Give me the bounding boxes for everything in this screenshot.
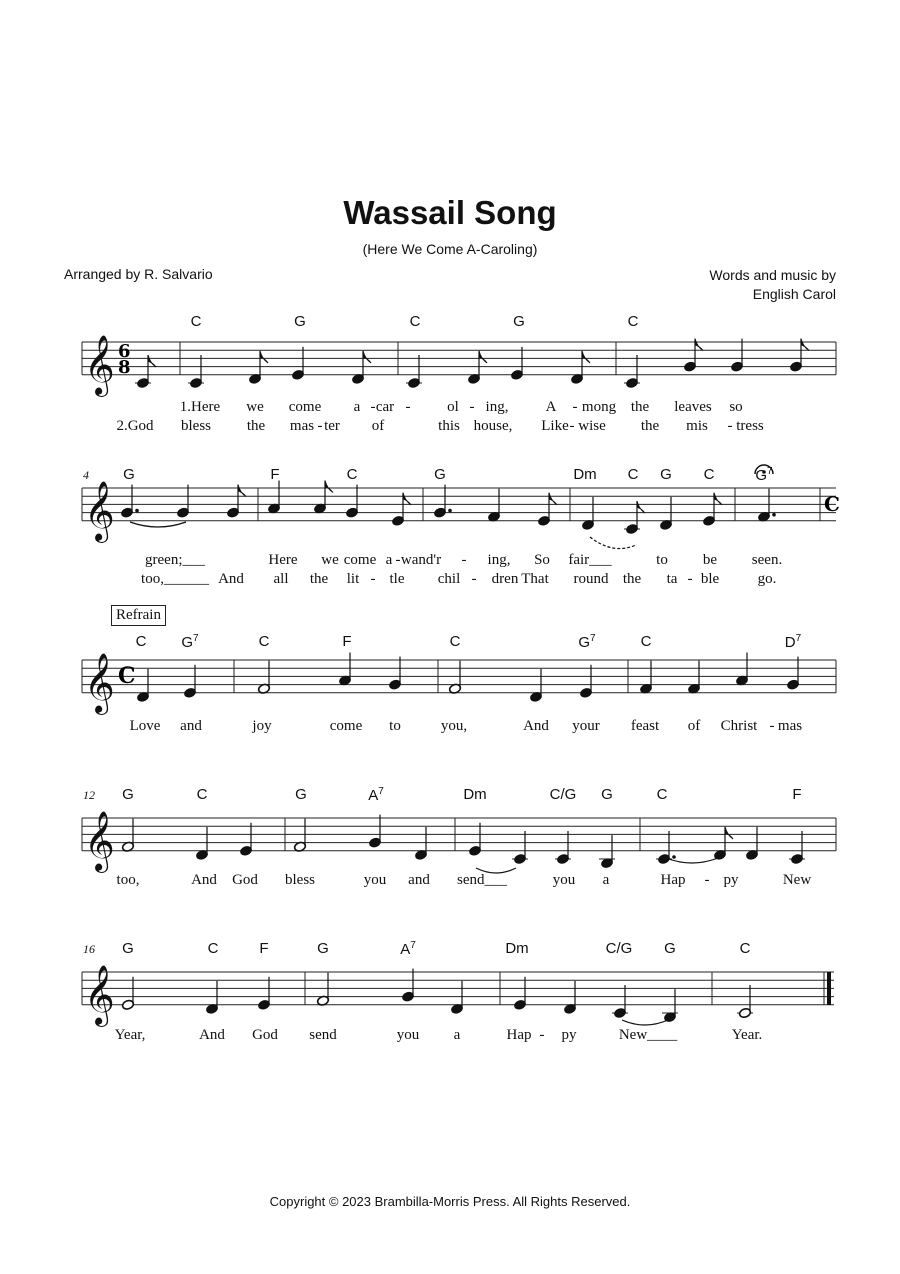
chord-symbol: F [792,786,802,803]
lyric-syllable-verse1: so [729,399,743,415]
note-flag [238,485,246,497]
note-flag [479,351,487,363]
lyric-syllable-verse1: Hap [506,1027,532,1043]
chord-symbol: F [259,940,269,957]
chord-symbol: G [664,940,676,957]
lyric-syllable-verse1: we [246,399,264,415]
chord-symbol: C/G [605,940,633,957]
song-title: Wassail Song [343,194,557,231]
dashed-slur [590,537,636,549]
chord-symbol: G [601,786,613,803]
lyric-syllable-verse2: chil [437,571,461,587]
lyric-syllable-verse2: tle [389,571,405,587]
lyric-syllable-verse1: God [232,872,258,888]
chord-symbol: $G^7$ [578,633,596,651]
chord-symbol: C [196,786,208,803]
lyric-syllable-verse1: your [572,718,600,734]
lyric-syllable-verse2: wise [578,418,606,434]
lyric-syllable-verse2: mis [686,418,708,434]
lyric-syllable-verse2: bless [181,418,211,434]
lyric-syllable-verse1: car [375,399,395,415]
note-flag [582,351,590,363]
lyric-syllable-verse1: the [630,399,650,415]
chord-symbol: $A^7$ [400,940,416,958]
lyric-syllable-verse1: to [389,718,401,734]
lyric-syllable-verse1: too, [116,872,140,888]
lyric-syllable-verse1: you [396,1027,420,1043]
lyric-syllable-verse1: 1.Here [179,399,221,415]
time-signature-top: 6 [118,341,131,362]
chord-symbol: C [656,786,668,803]
chord-symbol: G [123,466,135,483]
lyric-syllable-verse1: and [408,872,430,888]
lyric-syllable-verse2: lit [346,571,360,587]
lyric-syllable-verse1: - [539,1027,545,1043]
measure-number: 4 [83,468,89,482]
lyric-syllable-verse1: And [523,718,549,734]
lyric-syllable-verse1: God [252,1027,278,1043]
chord-symbol: F [270,466,280,483]
lyric-syllable-verse2: dren [491,571,519,587]
lyric-syllable-verse1: Year, [114,1027,146,1043]
lyric-syllable-verse1: - [469,399,475,415]
lyric-syllable-verse1: and [180,718,202,734]
composer-line-2: English Carol [752,286,836,302]
treble-clef: 𝄞 [84,652,115,713]
chord-symbol: C [739,940,751,957]
lyric-syllable-verse1: fair___ [568,552,612,568]
chord-symbol: G [295,786,307,803]
lyric-syllable-verse1: mong [581,399,617,415]
lyric-syllable-verse1: you [363,872,387,888]
lyric-syllable-verse1: ing, [487,552,511,568]
tie [130,522,186,527]
lyric-syllable-verse1: And [199,1027,225,1043]
chord-symbol: C [207,940,219,957]
lyric-syllable-verse2: tress [736,418,764,434]
chord-symbol: G [317,940,329,957]
chord-symbol: Dm [463,786,487,803]
lyric-syllable-verse1: - [395,552,401,568]
lyric-syllable-verse1: A [545,399,557,415]
lyric-syllable-verse1: green;___ [145,552,205,568]
chord-symbol: $A^7$ [368,786,384,804]
chord-symbol: $G^7$ [755,466,773,484]
chord-symbol: G [513,313,525,330]
dot [448,509,452,513]
arranger-credit: Arranged by R. Salvario [64,266,213,282]
lyric-syllable-verse2: too,______ [141,571,209,587]
song-subtitle: (Here We Come A-Caroling) [362,241,538,257]
chord-symbol: G [660,466,672,483]
note-flag [695,339,703,351]
lyric-syllable-verse1: we [321,552,339,568]
lyric-syllable-verse1: leaves [674,399,712,415]
note-flag [637,501,645,513]
chord-symbol: C [258,633,270,650]
chord-symbol: F [342,633,352,650]
lyric-syllable-verse1: - [572,399,578,415]
chord-symbol: C [703,466,715,483]
lyric-syllable-verse1: come [288,399,322,415]
time-signature-bottom: 8 [118,357,131,378]
common-time-change: C [824,492,840,516]
note-flag [325,481,333,493]
lyric-syllable-verse1: Hap [660,872,686,888]
chord-symbol: G [294,313,306,330]
note-flag [260,351,268,363]
lyric-syllable-verse1: a [385,552,393,568]
lyric-syllable-verse1: you [552,872,576,888]
lyric-syllable-verse1: bless [285,872,315,888]
note-flag [549,493,557,505]
lyric-syllable-verse2: - [370,571,376,587]
chord-symbol: C [135,633,147,650]
dot [772,513,776,517]
lyric-syllable-verse1: Love [129,718,161,734]
chord-symbol: C [627,466,639,483]
lyric-syllable-verse1: Christ [720,718,758,734]
lyric-syllable-verse2: - [569,418,575,434]
measure-number: 16 [83,942,95,956]
note-flag [725,827,733,839]
treble-clef: 𝄞 [84,480,115,541]
composer-line-1: Words and music by [709,267,836,283]
lyric-syllable-verse1: you, [440,718,468,734]
treble-clef: 𝄞 [84,334,115,395]
lyric-syllable-verse2: - [317,418,323,434]
chord-symbol: G [434,466,446,483]
lyric-syllable-verse2: of [371,418,385,434]
lyric-syllable-verse1: New [782,872,812,888]
dot [135,509,139,513]
chord-symbol: Dm [505,940,529,957]
chord-symbol: C [627,313,639,330]
lyric-syllable-verse1: of [687,718,701,734]
lyric-syllable-verse1: - [461,552,467,568]
note-flag [801,339,809,351]
lyric-syllable-verse2: - [687,571,693,587]
lyric-syllable-verse2: ble [700,571,720,587]
chord-symbol: $D^7$ [784,633,802,651]
lyric-syllable-verse1: - [704,872,710,888]
lyric-syllable-verse2: the [246,418,266,434]
lyric-syllable-verse2: 2.God [116,418,154,434]
chord-symbol: C [190,313,202,330]
note-flag [714,493,722,505]
note-flag [148,355,156,367]
lyric-syllable-verse2: house, [473,418,513,434]
lyric-syllable-verse2: ter [324,418,340,434]
lyric-syllable-verse1: a [353,399,361,415]
lyric-syllable-verse1: to [656,552,668,568]
lyric-syllable-verse1: send [309,1027,337,1043]
lyric-syllable-verse2: the [622,571,642,587]
chord-symbol: C [346,466,358,483]
lyric-syllable-verse1: - [405,399,411,415]
lyric-syllable-verse1: Year. [731,1027,763,1043]
lyric-syllable-verse1: New____ [618,1027,678,1043]
lyric-syllable-verse1: come [343,552,377,568]
chord-symbol: C [640,633,652,650]
lyric-syllable-verse1: come [329,718,363,734]
lyric-syllable-verse1: a [602,872,610,888]
lyric-syllable-verse1: feast [630,718,660,734]
lyric-syllable-verse1: - [769,718,775,734]
chord-symbol: C [409,313,421,330]
lyric-syllable-verse1: ing, [485,399,509,415]
lyric-syllable-verse2: the [309,571,329,587]
lyric-syllable-verse1: be [702,552,718,568]
lyric-syllable-verse1: send___ [457,872,507,888]
lyric-syllable-verse1: seen. [751,552,783,568]
chord-symbol: C [449,633,461,650]
lyric-syllable-verse1: And [191,872,217,888]
lyric-syllable-verse1: wand'r [400,552,442,568]
treble-clef: 𝄞 [84,964,115,1025]
lyric-syllable-verse1: py [723,872,739,888]
final-barline-thick [827,972,831,1005]
lyric-syllable-verse2: this [438,418,460,434]
lyric-syllable-verse2: mas [289,418,315,434]
chord-symbol: Dm [573,466,597,483]
lyric-syllable-verse2: ta [666,571,678,587]
refrain-label: Refrain [111,605,166,626]
lyric-syllable-verse1: joy [252,718,272,734]
lyric-syllable-verse1: ol [447,399,459,415]
lyric-syllable-verse1: - [370,399,376,415]
lyric-syllable-verse2: - [471,571,477,587]
chord-symbol: C/G [549,786,577,803]
lyric-syllable-verse1: mas [777,718,803,734]
lyric-syllable-verse1: So [534,552,550,568]
lyric-syllable-verse2: Like [541,418,569,434]
lyric-syllable-verse2: the [640,418,660,434]
lyric-syllable-verse2: - [727,418,733,434]
treble-clef: 𝄞 [84,810,115,871]
common-time: C [118,663,136,689]
note-flag [403,493,411,505]
lyric-syllable-verse2: go. [757,571,777,587]
lyric-syllable-verse2: all [273,571,289,587]
lyric-syllable-verse1: Here [268,552,298,568]
copyright-notice: Copyright © 2023 Brambilla-Morris Press. All Rights Reserved. [269,1194,631,1209]
chord-symbol: G [122,786,134,803]
note-flag [363,351,371,363]
slur [622,1020,668,1025]
lyric-syllable-verse1: py [561,1027,577,1043]
lyric-syllable-verse2: And [218,571,244,587]
chord-symbol: $G^7$ [181,633,199,651]
lyric-syllable-verse1: a [453,1027,461,1043]
measure-number: 12 [83,788,95,802]
lyric-syllable-verse2: That [521,571,549,587]
lyric-syllable-verse2: round [573,571,609,587]
dot [672,855,676,859]
chord-symbol: G [122,940,134,957]
